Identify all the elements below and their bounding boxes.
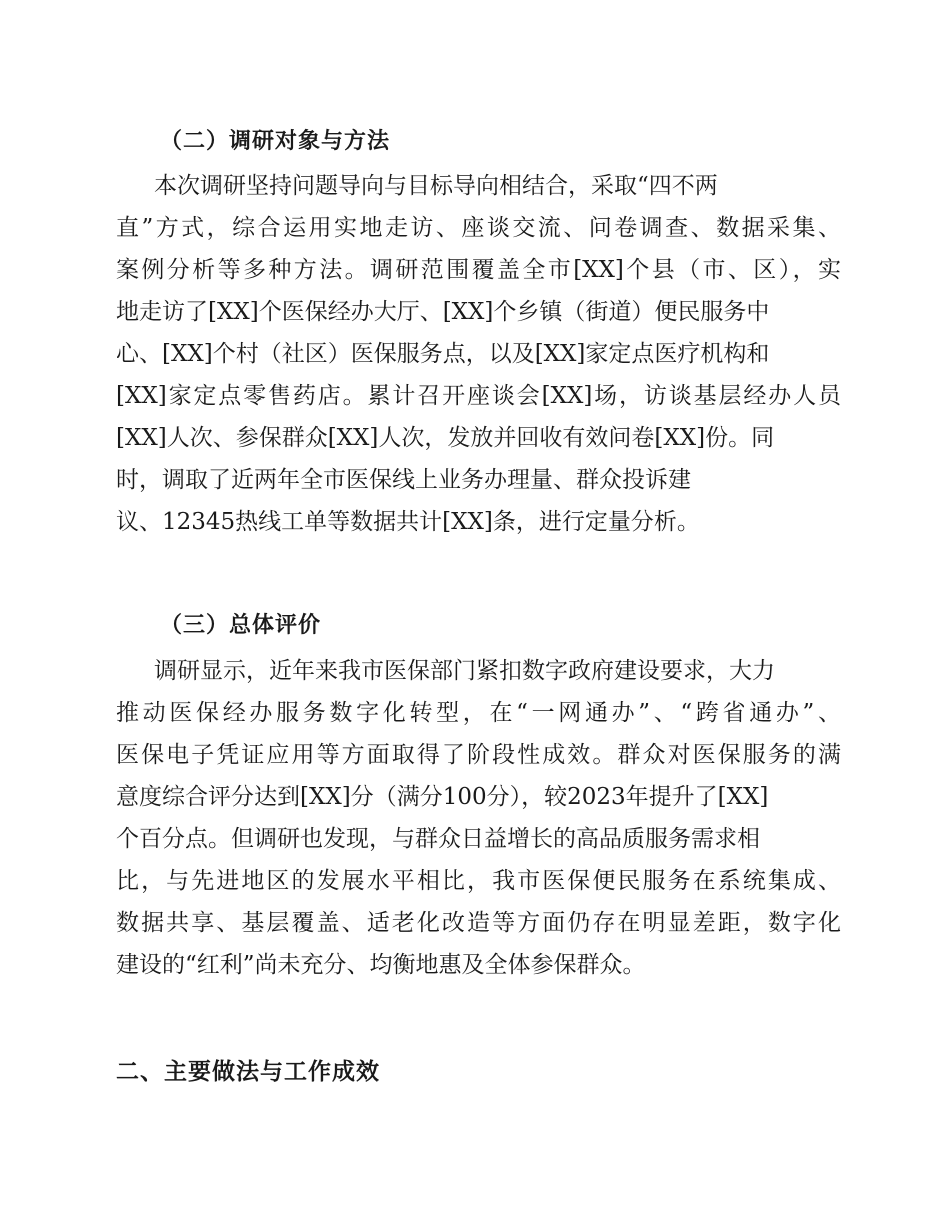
section-heading-overall-evaluation: （三）总体评价 — [160, 613, 322, 638]
paragraph-line: [XX]家定点零售药店。累计召开座谈会[XX]场，访谈基层经办人员 — [116, 383, 841, 409]
paragraph-line: [XX]人次、参保群众[XX]人次，发放并回收有效问卷[XX]份。同 — [116, 425, 775, 451]
paragraph-overall-evaluation — [116, 650, 841, 986]
paragraph-line: 医保电子凭证应用等方面取得了阶段性成效。群众对医保服务的满 — [116, 742, 841, 768]
paragraph-line: 议、12345热线工单等数据共计[XX]条，进行定量分析。 — [116, 509, 700, 535]
paragraph-line: 心、[XX]个村（社区）医保服务点，以及[XX]家定点医疗机构和 — [116, 341, 770, 367]
paragraph-line: 时，调取了近两年全市医保线上业务办理量、群众投诉建 — [116, 467, 691, 493]
paragraph-line: 个百分点。但调研也发现，与群众日益增长的高品质服务需求相 — [116, 826, 760, 852]
paragraph-line: 地走访了[XX]个医保经办大厅、[XX]个乡镇（街道）便民服务中 — [116, 299, 770, 325]
paragraph-line: 比，与先进地区的发展水平相比，我市医保便民服务在系统集成、 — [116, 868, 841, 894]
paragraph-line: 建设的“红利”尚未充分、均衡地惠及全体参保群众。 — [116, 952, 646, 978]
paragraph-line: 数据共享、基层覆盖、适老化改造等方面仍存在明显差距，数字化 — [116, 910, 841, 936]
paragraph-line: 意度综合评分达到[XX]分（满分100分），较2023年提升了[XX] — [116, 784, 769, 810]
paragraph-line: 调研显示，近年来我市医保部门紧扣数字政府建设要求，大力 — [154, 658, 775, 684]
paragraph-research-methods — [116, 165, 841, 543]
chapter-heading-main-practices: 二、主要做法与工作成效 — [116, 1059, 380, 1085]
section-heading-research-methods: （二）调研对象与方法 — [160, 129, 391, 154]
paragraph-line: 直”方式，综合运用实地走访、座谈交流、问卷调查、数据采集、 — [116, 215, 841, 241]
paragraph-line: 案例分析等多种方法。调研范围覆盖全市[XX]个县（市、区），实 — [116, 257, 841, 283]
paragraph-line: 本次调研坚持问题导向与目标导向相结合，采取“四不两 — [154, 173, 718, 199]
paragraph-line: 推动医保经办服务数字化转型，在“一网通办”、“跨省通办”、 — [116, 700, 841, 726]
